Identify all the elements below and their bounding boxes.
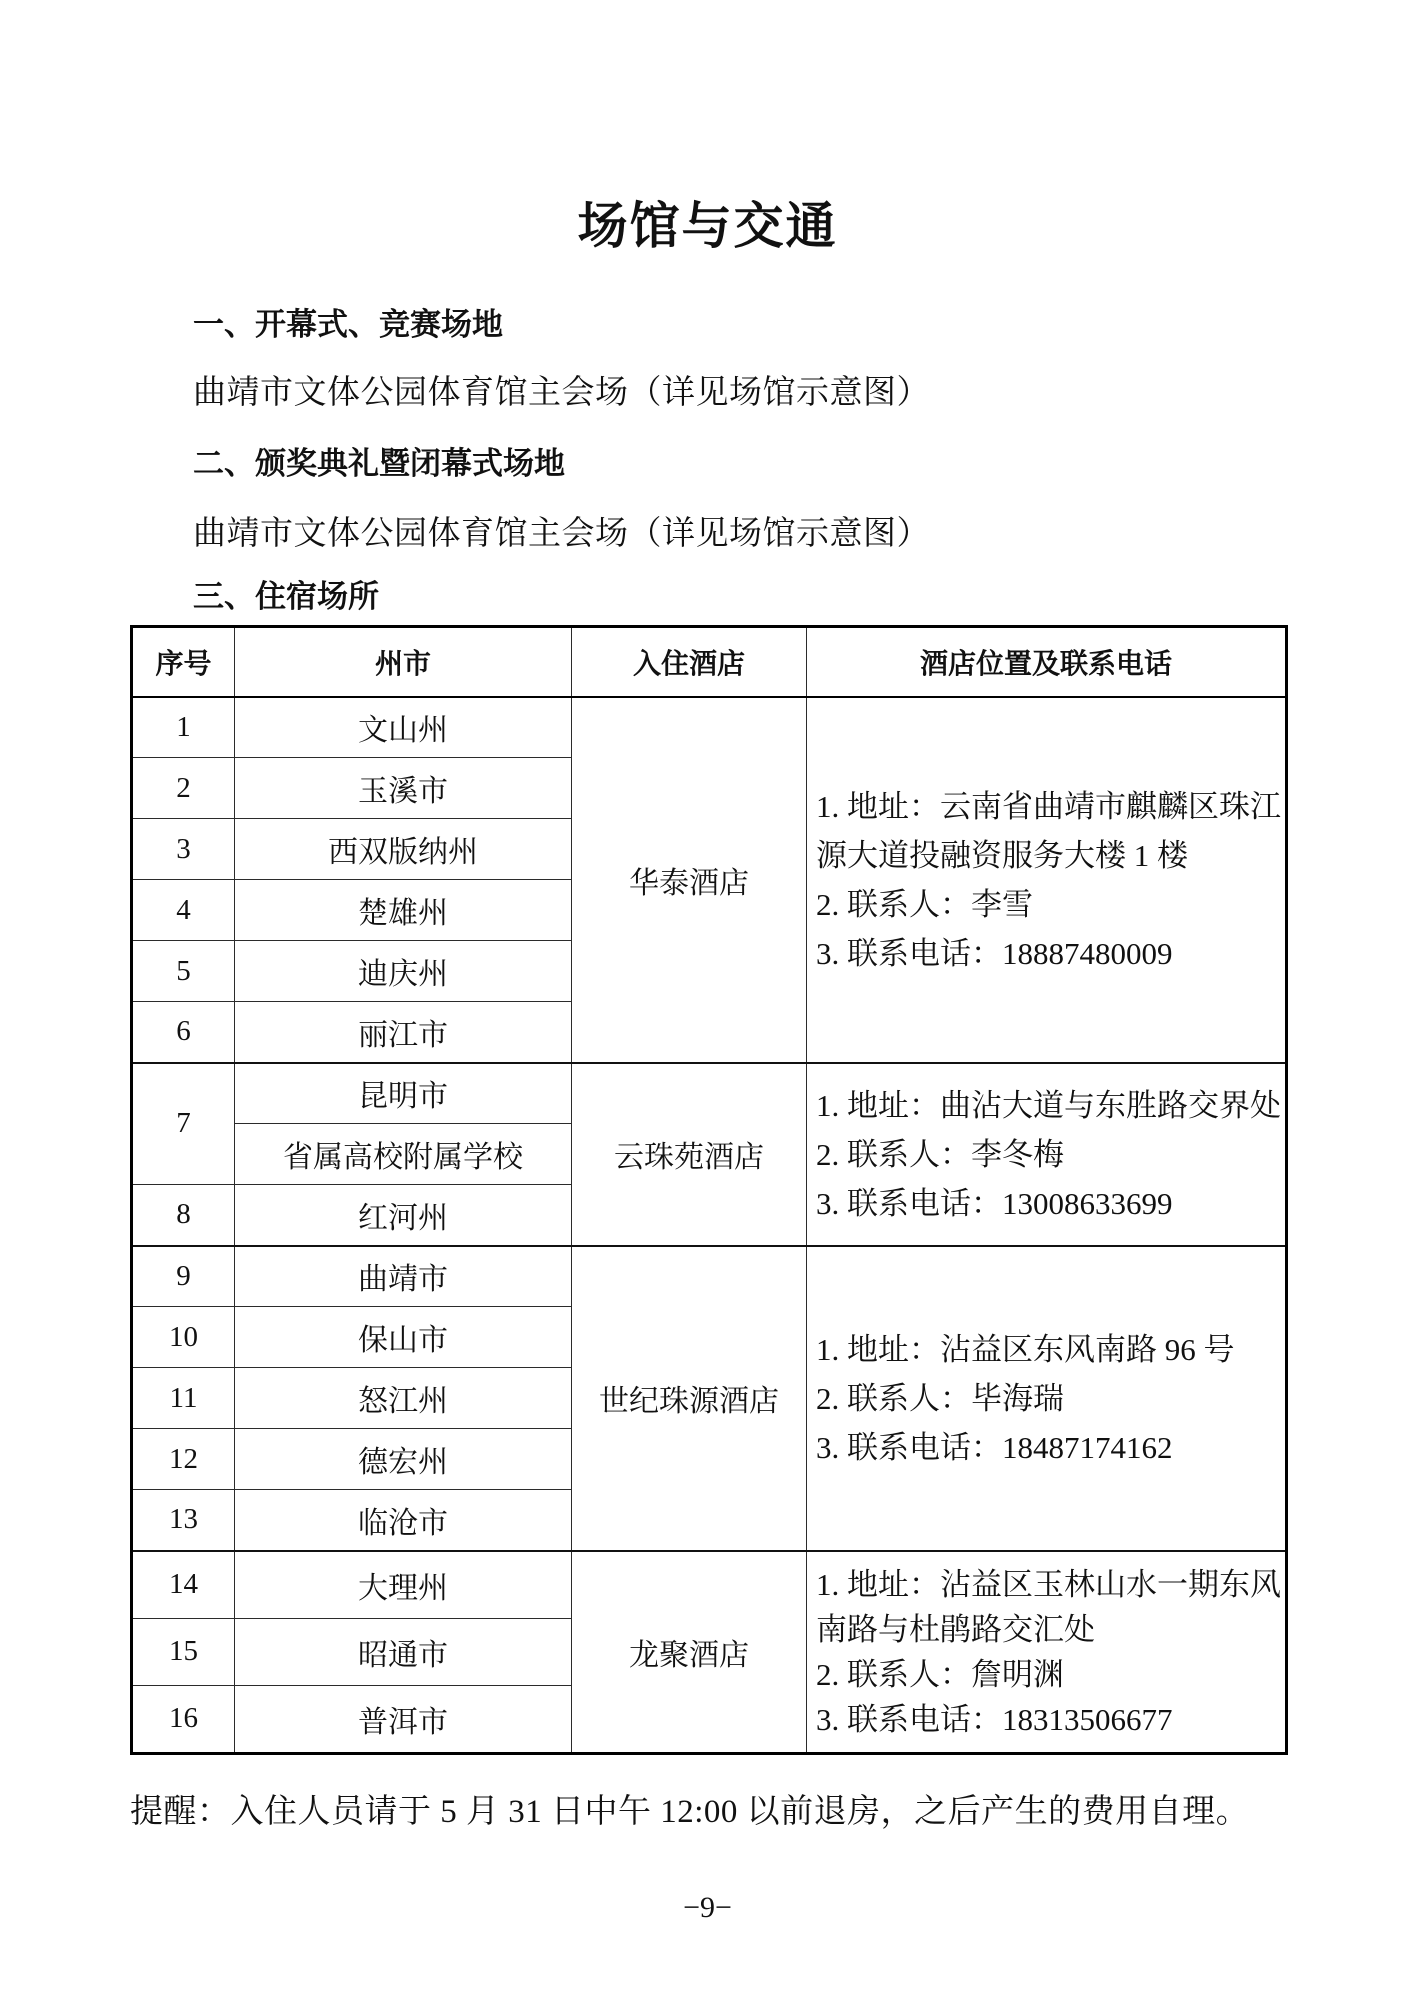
table-row (132, 1063, 1287, 1124)
header-cell-no: 序号 (132, 627, 235, 697)
seq-cell: 15 (132, 1618, 235, 1686)
info-cell (807, 1063, 1287, 1246)
info-cell (807, 697, 1287, 1063)
seq-cell: 6 (132, 1002, 235, 1063)
info-address-line: 1. 地址：曲沾大道与东胜路交界处 (816, 1087, 1281, 1123)
city-cell: 德宏州 (235, 1429, 572, 1490)
info-address-line: 1. 地址：沾益区玉林山水一期东风 (816, 1566, 1281, 1602)
seq-cell: 1 (132, 697, 235, 758)
city-cell: 省属高校附属学校 (235, 1124, 572, 1185)
table-header-row (132, 627, 1287, 697)
page-number: −9− (683, 1891, 732, 1925)
info-cell (807, 1246, 1287, 1551)
city-cell: 曲靖市 (235, 1246, 572, 1307)
city-cell: 昭通市 (235, 1618, 572, 1686)
city-cell: 普洱市 (235, 1686, 572, 1754)
header-cell-city: 州市 (235, 627, 572, 697)
info-phone-line: 3. 联系电话：13008633699 (816, 1185, 1173, 1221)
table-row (132, 697, 1287, 758)
section-heading-lodging: 三、住宿场所 (193, 579, 379, 615)
city-cell: 迪庆州 (235, 941, 572, 1002)
seq-cell: 11 (132, 1368, 235, 1429)
header-cell-hotel: 入住酒店 (572, 627, 807, 697)
city-cell: 文山州 (235, 697, 572, 758)
seq-cell: 2 (132, 758, 235, 819)
hotel-cell: 华泰酒店 (572, 697, 807, 1063)
section-body-opening-ceremony: 曲靖市文体公园体育馆主会场（详见场馆示意图） (193, 374, 930, 411)
seq-cell: 16 (132, 1686, 235, 1754)
seq-cell: 8 (132, 1185, 235, 1246)
section-body-closing-ceremony: 曲靖市文体公园体育馆主会场（详见场馆示意图） (193, 516, 930, 553)
info-contact-line: 2. 联系人：毕海瑞 (816, 1380, 1064, 1416)
seq-cell: 7 (132, 1063, 235, 1185)
info-phone-line: 3. 联系电话：18313506677 (816, 1701, 1173, 1737)
info-contact-line: 2. 联系人：李雪 (816, 886, 1033, 922)
seq-cell: 9 (132, 1246, 235, 1307)
checkout-reminder-note: 提醒：入住人员请于 5 月 31 日中午 12:00 以前退房，之后产生的费用自理。 (130, 1793, 1250, 1830)
page-title: 场馆与交通 (577, 198, 838, 254)
hotel-cell: 龙聚酒店 (572, 1551, 807, 1754)
info-address-line: 源大道投融资服务大楼 1 楼 (816, 837, 1188, 873)
section-heading-closing-ceremony: 二、颁奖典礼暨闭幕式场地 (193, 445, 565, 481)
seq-cell: 12 (132, 1429, 235, 1490)
lodging-table (130, 625, 1288, 1755)
city-cell: 红河州 (235, 1185, 572, 1246)
seq-cell: 4 (132, 880, 235, 941)
seq-cell: 3 (132, 819, 235, 880)
city-cell: 怒江州 (235, 1368, 572, 1429)
info-phone-line: 3. 联系电话：18487174162 (816, 1429, 1173, 1465)
city-cell: 昆明市 (235, 1063, 572, 1124)
info-contact-line: 2. 联系人：詹明渊 (816, 1656, 1064, 1692)
header-cell-info: 酒店位置及联系电话 (807, 627, 1287, 697)
section-heading-opening-ceremony: 一、开幕式、竞赛场地 (193, 307, 503, 342)
info-phone-line: 3. 联系电话：18887480009 (816, 935, 1173, 971)
seq-cell: 10 (132, 1307, 235, 1368)
info-address-line: 南路与杜鹃路交汇处 (816, 1611, 1095, 1647)
table-row (132, 1551, 1287, 1619)
city-cell: 临沧市 (235, 1490, 572, 1551)
seq-cell: 5 (132, 941, 235, 1002)
hotel-cell: 云珠苑酒店 (572, 1063, 807, 1246)
info-cell (807, 1551, 1287, 1754)
seq-cell: 14 (132, 1551, 235, 1619)
seq-cell: 13 (132, 1490, 235, 1551)
table-row (132, 1246, 1287, 1307)
city-cell: 西双版纳州 (235, 819, 572, 880)
city-cell: 丽江市 (235, 1002, 572, 1063)
hotel-cell: 世纪珠源酒店 (572, 1246, 807, 1551)
info-address-line: 1. 地址：云南省曲靖市麒麟区珠江 (816, 788, 1281, 824)
city-cell: 保山市 (235, 1307, 572, 1368)
city-cell: 楚雄州 (235, 880, 572, 941)
info-address-line: 1. 地址：沾益区东风南路 96 号 (816, 1331, 1235, 1367)
city-cell: 大理州 (235, 1551, 572, 1619)
city-cell: 玉溪市 (235, 758, 572, 819)
info-contact-line: 2. 联系人：李冬梅 (816, 1136, 1064, 1172)
